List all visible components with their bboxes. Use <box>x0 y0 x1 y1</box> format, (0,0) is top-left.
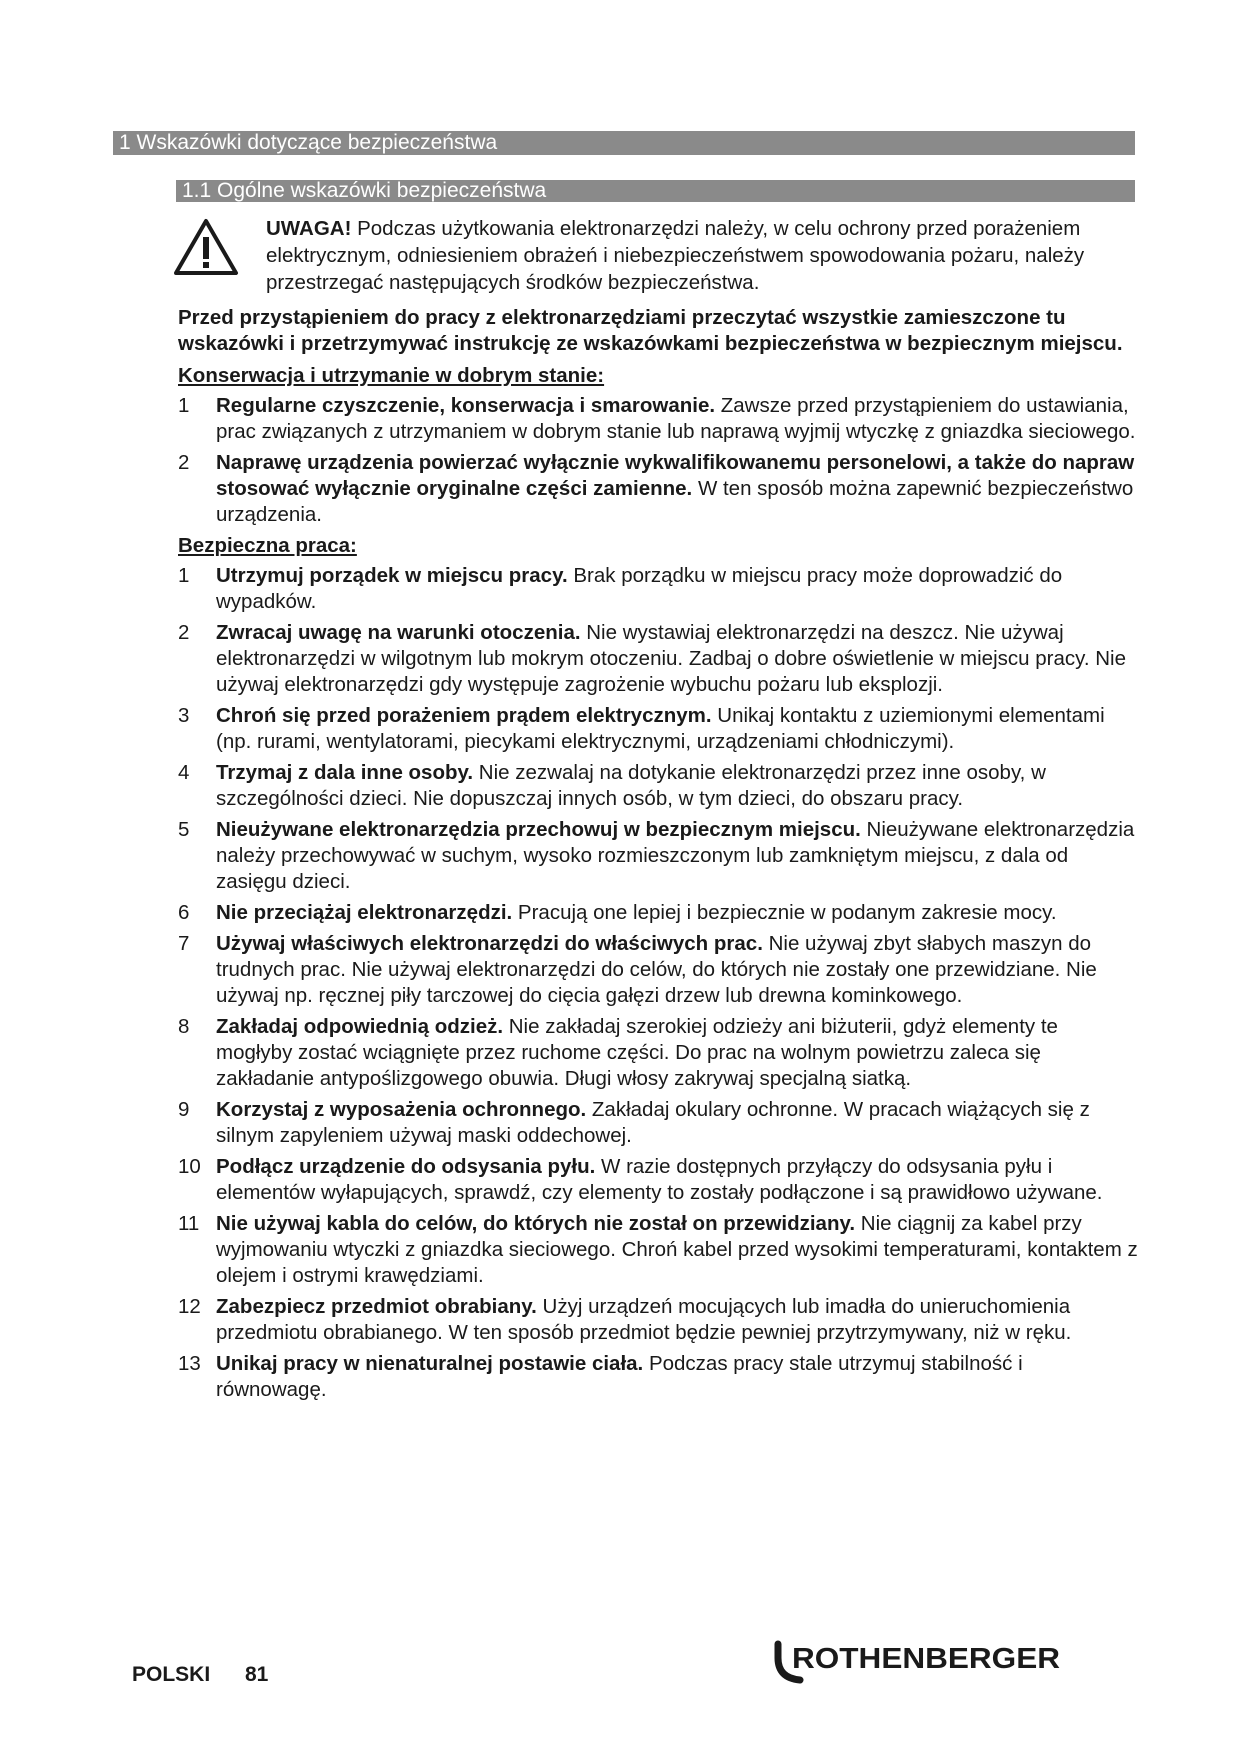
item-text: Nieużywane elektronarzędzia należy przechowywać w suchym, wysoko rozmieszczonym lub zamkniętym miejscu, z dala od zasięgu dzieci. <box>216 818 1135 893</box>
item-lead: Regularne czyszczenie, konserwacja i smarowanie. <box>216 394 716 417</box>
item-number: 1 <box>178 564 190 587</box>
item-text: W ten sposób można zapewnić bezpieczeństwo urządzenia. <box>216 477 1134 526</box>
item-lead: Nieużywane elektronarzędzia przechowuj w bezpiecznym miejscu. <box>216 818 861 841</box>
item-text: Nie zakładaj szerokiej odzieży ani biżuterii, gdyż elementy te mogłyby zostać wciągnięte przez ruchome części. Do prac na wolnym powietrzu zaleca się zakładanie antypoślizgowego obuwia. Długi włosy zakrywaj specjalną siatką. <box>216 1015 1058 1090</box>
list-item <box>178 1294 1138 1346</box>
warning-triangle-icon <box>172 217 240 277</box>
item-number: 7 <box>178 932 190 955</box>
item-text: Nie używaj zbyt słabych maszyn do trudnych prac. Nie używaj elektronarzędzi do celów, do których nie zostały one przewidziane. Nie używaj np. ręcznej piły tarczowej do cięcia gałęzi drzew lub drewna kominkowego. <box>216 932 1097 1007</box>
item-text: Nie zezwalaj na dotykanie elektronarzędzi przez inne osoby, w szczególności dzieci. Nie dopuszczaj innych osób, w tym dzieci, do obszaru pracy. <box>216 761 1046 810</box>
item-lead: Trzymaj z dala inne osoby. <box>216 761 474 784</box>
subsection-title: 1.1 Ogólne wskazówki bezpieczeństwa <box>176 180 1135 202</box>
item-text: Podczas pracy stale utrzymuj stabilność i równowagę. <box>216 1352 1023 1401</box>
item-lead: Naprawę urządzenia powierzać wyłącznie wykwalifikowanemu personelowi, a także do napraw stosować wyłącznie oryginalne części zamienne. <box>216 451 1135 500</box>
item-lead: Zabezpiecz przedmiot obrabiany. <box>216 1295 537 1318</box>
list-item <box>178 393 1138 445</box>
list-item <box>178 1097 1138 1149</box>
item-number: 3 <box>178 704 190 727</box>
item-lead: Zwracaj uwagę na warunki otoczenia. <box>216 621 581 644</box>
list-item <box>178 1014 1138 1092</box>
item-number: 1 <box>178 394 190 417</box>
item-number: 10 <box>178 1155 201 1178</box>
list-item <box>178 450 1138 528</box>
item-number: 5 <box>178 818 190 841</box>
warning-label: UWAGA! <box>266 217 352 240</box>
item-number: 12 <box>178 1295 201 1318</box>
safe-work-list <box>178 563 1138 1403</box>
item-text: Nie ciągnij za kabel przy wyjmowaniu wtyczki z gniazdka sieciowego. Chroń kabel przed wysokimi temperaturami, kontaktem z olejem i ostrymi krawędziami. <box>216 1212 1138 1287</box>
item-number: 9 <box>178 1098 190 1121</box>
item-text: Zawsze przed przystąpieniem do ustawiania, prac związanych z utrzymaniem w dobrym stanie lub naprawą wyjmij wtyczkę z gniazdka sieciowego. <box>216 394 1136 443</box>
safe-work-heading: Bezpieczna praca: <box>178 534 357 557</box>
maintenance-heading: Konserwacja i utrzymanie w dobrym stanie: <box>178 364 605 387</box>
item-number: 2 <box>178 621 190 644</box>
item-text: Pracują one lepiej i bezpiecznie w podanym zakresie mocy. <box>512 901 1057 924</box>
item-number: 11 <box>178 1212 200 1235</box>
item-number: 6 <box>178 901 190 924</box>
item-lead: Zakładaj odpowiednią odzież. <box>216 1015 504 1038</box>
list-item <box>178 1351 1138 1403</box>
list-item <box>178 900 1138 926</box>
warning-text <box>266 215 1146 296</box>
intro-paragraph: Przed przystąpieniem do pracy z elektronarzędziami przeczytać wszystkie zamieszczone tu wskazówki i przetrzymywać instrukcję ze wskazówkami bezpieczeństwa w bezpiecznym miejscu. <box>178 306 1123 355</box>
brand-name: ROTHENBERGER <box>792 1643 1061 1675</box>
item-lead: Podłącz urządzenie do odsysania pyłu. <box>216 1155 596 1178</box>
item-text: Nie wystawiaj elektronarzędzi na deszcz. Nie używaj elektronarzędzi w wilgotnym lub mokrym otoczeniu. Zadbaj o dobre oświetlenie w miejscu pracy. Nie używaj elektronarzędzi gdy występuje zagrożenie wybuchu pożaru lub eksplozji. <box>216 621 1126 696</box>
rothenberger-logo <box>770 1632 1070 1692</box>
item-lead: Chroń się przed porażeniem prądem elektrycznym. <box>216 704 712 727</box>
warning-body: Podczas użytkowania elektronarzędzi należy, w celu ochrony przed porażeniem elektrycznym, odniesieniem obrażeń i niebezpieczeństwem spowodowania pożaru, należy przestrzegać następujących środków bezpieczeństwa. <box>266 217 1085 294</box>
footer-language: POLSKI <box>132 1663 211 1686</box>
item-lead: Nie używaj kabla do celów, do których nie został on przewidziany. <box>216 1212 856 1235</box>
maintenance-list <box>178 393 1138 528</box>
item-number: 2 <box>178 451 190 474</box>
list-item <box>178 563 1138 615</box>
item-lead: Korzystaj z wyposażenia ochronnego. <box>216 1098 587 1121</box>
list-item <box>178 817 1138 895</box>
item-lead: Unikaj pracy w nienaturalnej postawie ciała. <box>216 1352 644 1375</box>
item-text: Brak porządku w miejscu pracy może doprowadzić do wypadków. <box>216 564 1063 613</box>
item-text: Unikaj kontaktu z uziemionymi elementami (np. rurami, wentylatorami, piecykami elektrycznymi, urządzeniami chłodniczymi). <box>216 704 1105 753</box>
list-item <box>178 1154 1138 1206</box>
document-body <box>178 305 1138 1408</box>
page-number: 81 <box>245 1663 269 1686</box>
item-text: Użyj urządzeń mocujących lub imadła do unieruchomienia przedmiotu obrabianego. W ten sposób przedmiot będzie pewniej przytrzymywany, niż w ręku. <box>216 1295 1072 1344</box>
list-item <box>178 703 1138 755</box>
list-item <box>178 931 1138 1009</box>
section-title: 1 Wskazówki dotyczące bezpieczeństwa <box>113 131 1135 155</box>
item-lead: Używaj właściwych elektronarzędzi do właściwych prac. <box>216 932 763 955</box>
item-number: 4 <box>178 761 190 784</box>
item-number: 13 <box>178 1352 201 1375</box>
item-lead: Utrzymuj porządek w miejscu pracy. <box>216 564 568 587</box>
item-lead: Nie przeciążaj elektronarzędzi. <box>216 901 513 924</box>
list-item <box>178 1211 1138 1289</box>
list-item <box>178 620 1138 698</box>
item-number: 8 <box>178 1015 190 1038</box>
item-text: W razie dostępnych przyłączy do odsysania pyłu i elementów wyłapujących, sprawdź, czy elementy to zostały podłączone i są prawidłowo używane. <box>216 1155 1103 1204</box>
item-text: Zakładaj okulary ochronne. W pracach wiążących się z silnym zapyleniem używaj maski oddechowej. <box>216 1098 1090 1147</box>
list-item <box>178 760 1138 812</box>
